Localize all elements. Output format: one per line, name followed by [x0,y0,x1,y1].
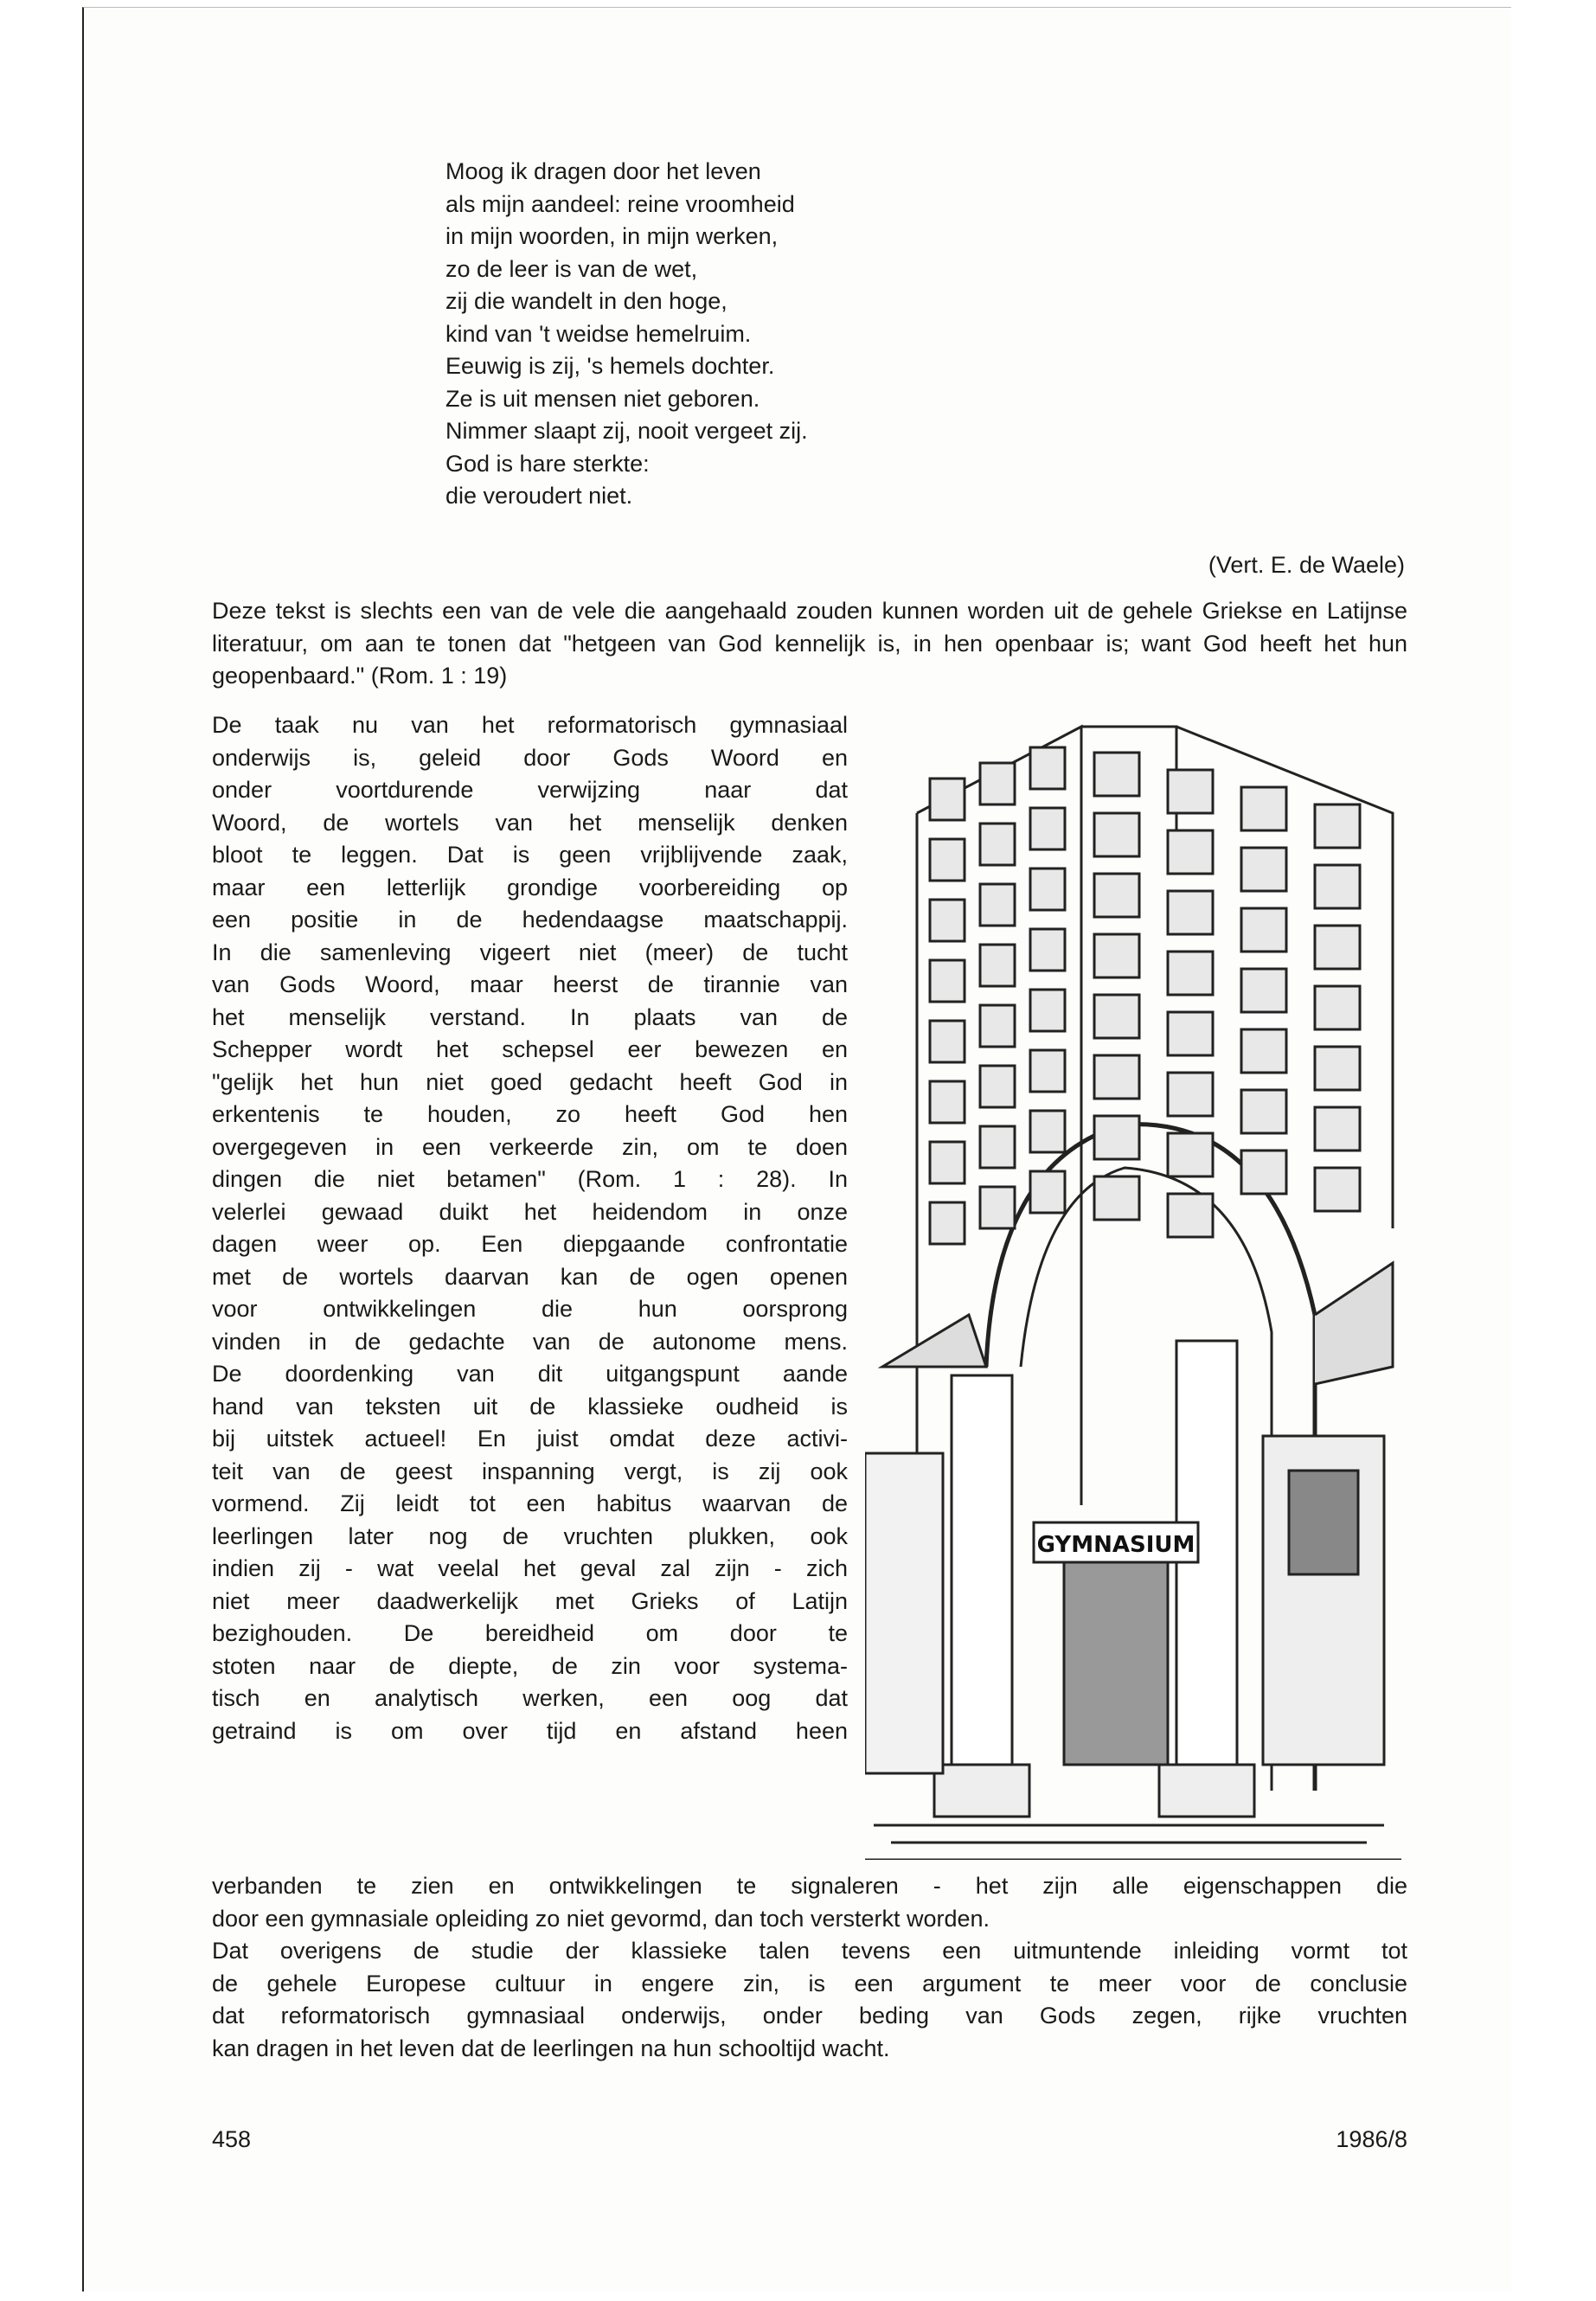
window [1030,808,1065,849]
window [1315,804,1360,848]
window [1241,969,1286,1012]
poem [445,156,808,513]
window [980,1187,1015,1228]
window [980,945,1015,986]
window [1094,874,1139,917]
text-line: dat reformatorisch gymnasiaal onderwijs, onder beding van Gods zegen, rijke vruchten [212,2003,1407,2029]
window [1315,1107,1360,1150]
window [930,1142,965,1183]
window [1315,926,1360,969]
text-line: met de wortels daarvan kan de ogen openen [212,1263,848,1290]
page-number: 458 [212,2126,252,2152]
text-line: leerlingen later nog de vruchten plukken, ook [212,1522,848,1549]
window [1241,908,1286,952]
poem-line: Moog ik dragen door het leven [445,158,761,184]
text-line: vormend. Zij leidt tot een habitus waarvan de [212,1490,848,1516]
text-line: erkentenis te houden, zo heeft God hen [212,1101,848,1127]
poem-line: kind van 't weidse hemelruim. [445,320,752,347]
window [1030,1111,1065,1152]
poem-line: zij die wandelt in den hoge, [445,288,727,314]
closing-paragraph [212,1870,1407,2065]
text-line: voor ontwikkelingen die hun oorsprong [212,1296,848,1322]
text-line: dingen die niet betamen" (Rom. 1 : 28). In [212,1166,848,1192]
text-line: van Gods Woord, maar heerst de tirannie van [212,971,848,997]
window [1094,1176,1139,1220]
text-line: dagen weer op. Een diepgaande confrontatie [212,1231,848,1257]
window [1030,747,1065,789]
window [1241,1090,1286,1133]
cornice [882,1263,1393,1384]
text-line: overgegeven in een verkeerde zin, om te doen [212,1133,848,1160]
text-line: door een gymnasiale opleiding zo niet gevormd, dan toch versterkt worden. [212,1905,990,1932]
text-line: de gehele Europese cultuur in engere zin, is een argument te meer voor de conclusie [212,1970,1407,1997]
window [1168,952,1213,995]
window [1094,995,1139,1038]
window [1094,1116,1139,1159]
left-column [952,1375,1012,1782]
window [930,1081,965,1123]
text-line: vinden in de gedachte van de autonome mens. [212,1328,848,1355]
window [1168,770,1213,813]
window [980,824,1015,865]
steps [865,1825,1401,1860]
translation-credit: (Vert. E. de Waele) [1208,552,1405,578]
gymnasium-sign-text: GYMNASIUM [1036,1532,1195,1558]
window [1315,986,1360,1029]
window [1241,1029,1286,1073]
window [1315,865,1360,908]
text-line: bloot te leggen. Dat is geen vrijblijvende zaak, [212,842,848,868]
text-line: Dat overigens de studie der klassieke talen tevens een uitmuntende inleiding vormt tot [212,1938,1407,1964]
window [1030,1050,1065,1092]
window [1030,868,1065,910]
window [980,1066,1015,1107]
issue-number: 1986/8 [1336,2126,1407,2152]
text-line: bezighouden. De bereidheid om door te [212,1620,848,1646]
text-line: indien zij - wat veelal het geval zal zijn - zich [212,1555,848,1581]
text-line: stoten naar de diepte, de zin voor systema- [212,1652,848,1679]
window [1168,1133,1213,1176]
text-line: De doordenking van dit uitgangspunt aande [212,1361,848,1387]
wrapped-column-text [212,709,848,1747]
window [930,1021,965,1062]
text-line: kan dragen in het leven dat de leerlingen na hun schooltijd wacht. [212,2035,890,2061]
text-line: onderwijs is, geleid door Gods Woord en [212,744,848,771]
text-line: getraind is om over tijd en afstand heen [212,1717,848,1744]
text-line: verbanden te zien en ontwikkelingen te signaleren - het zijn alle eigenschappen die [212,1873,1407,1899]
window [930,779,965,820]
window [930,900,965,941]
text-line: maar een letterlijk grondige voorbereiding op [212,874,848,901]
window [1094,1055,1139,1099]
text-line: "gelijk het hun niet goed gedacht heeft God in [212,1068,848,1095]
window [1241,848,1286,891]
text-line: velerlei gewaad duikt het heidendom in onze [212,1198,848,1225]
text-line: In die samenleving vigeert niet (meer) de tucht [212,939,848,965]
window [1241,787,1286,830]
window [980,1126,1015,1168]
poem-line: die veroudert niet. [445,483,633,509]
doorway [1064,1557,1168,1765]
window [1030,1171,1065,1213]
window [1094,753,1139,796]
text-line: onder voortdurende verwijzing naar dat [212,777,848,803]
text-line: Woord, de wortels van het menselijk denken [212,809,848,836]
poem-line: Ze is uit mensen niet geboren. [445,385,760,412]
poem-line: als mijn aandeel: reine vroomheid [445,190,795,217]
text-line: teit van de geest inspanning vergt, is zij ook [212,1458,848,1484]
poem-line: zo de leer is van de wet, [445,255,698,282]
intro-text: Deze tekst is slechts een van de vele die aangehaald zouden kunnen worden uit de gehele Griekse en Latijnse literatuur, om aan te tonen dat "hetgeen van God kennelijk is, in hen openbaar is; want God heeft het hun geopenbaard." (Rom. 1 : 19) [212,598,1407,689]
window [1094,934,1139,977]
intro-paragraph [212,595,1407,693]
text-line: het menselijk verstand. In plaats van de [212,1003,848,1030]
text-line: niet meer daadwerkelijk met Grieks of Latijn [212,1587,848,1614]
text-line: tisch en analytisch werken, een oog dat [212,1685,848,1711]
window [1168,1073,1213,1116]
window [1168,891,1213,934]
poem-line: God is hare sterkte: [445,450,650,477]
text-line: Schepper wordt het schepsel eer bewezen en [212,1036,848,1062]
window [1168,830,1213,874]
window [930,839,965,881]
window [1315,1168,1360,1211]
window [1168,1194,1213,1237]
poem-line: Eeuwig is zij, 's hemels dochter. [445,353,775,379]
window [1094,813,1139,856]
window [1241,1150,1286,1194]
poem-line: Nimmer slaapt zij, nooit vergeet zij. [445,418,808,444]
window [1030,990,1065,1031]
window [930,960,965,1002]
window [980,1005,1015,1047]
window [1168,1012,1213,1055]
text-line: De taak nu van het reformatorisch gymnasiaal [212,712,848,738]
window [930,1202,965,1244]
text-line: een positie in de hedendaagse maatschappij. [212,907,848,933]
window [980,763,1015,804]
text-line: hand van teksten uit de klassieke oudheid is [212,1393,848,1420]
poem-line: in mijn woorden, in mijn werken, [445,223,779,249]
gymnasium-illustration [865,709,1401,1860]
window [1315,1047,1360,1090]
window [1030,929,1065,971]
window [980,884,1015,926]
text-line: bij uitstek actueel! En juist omdat deze activi- [212,1426,848,1452]
